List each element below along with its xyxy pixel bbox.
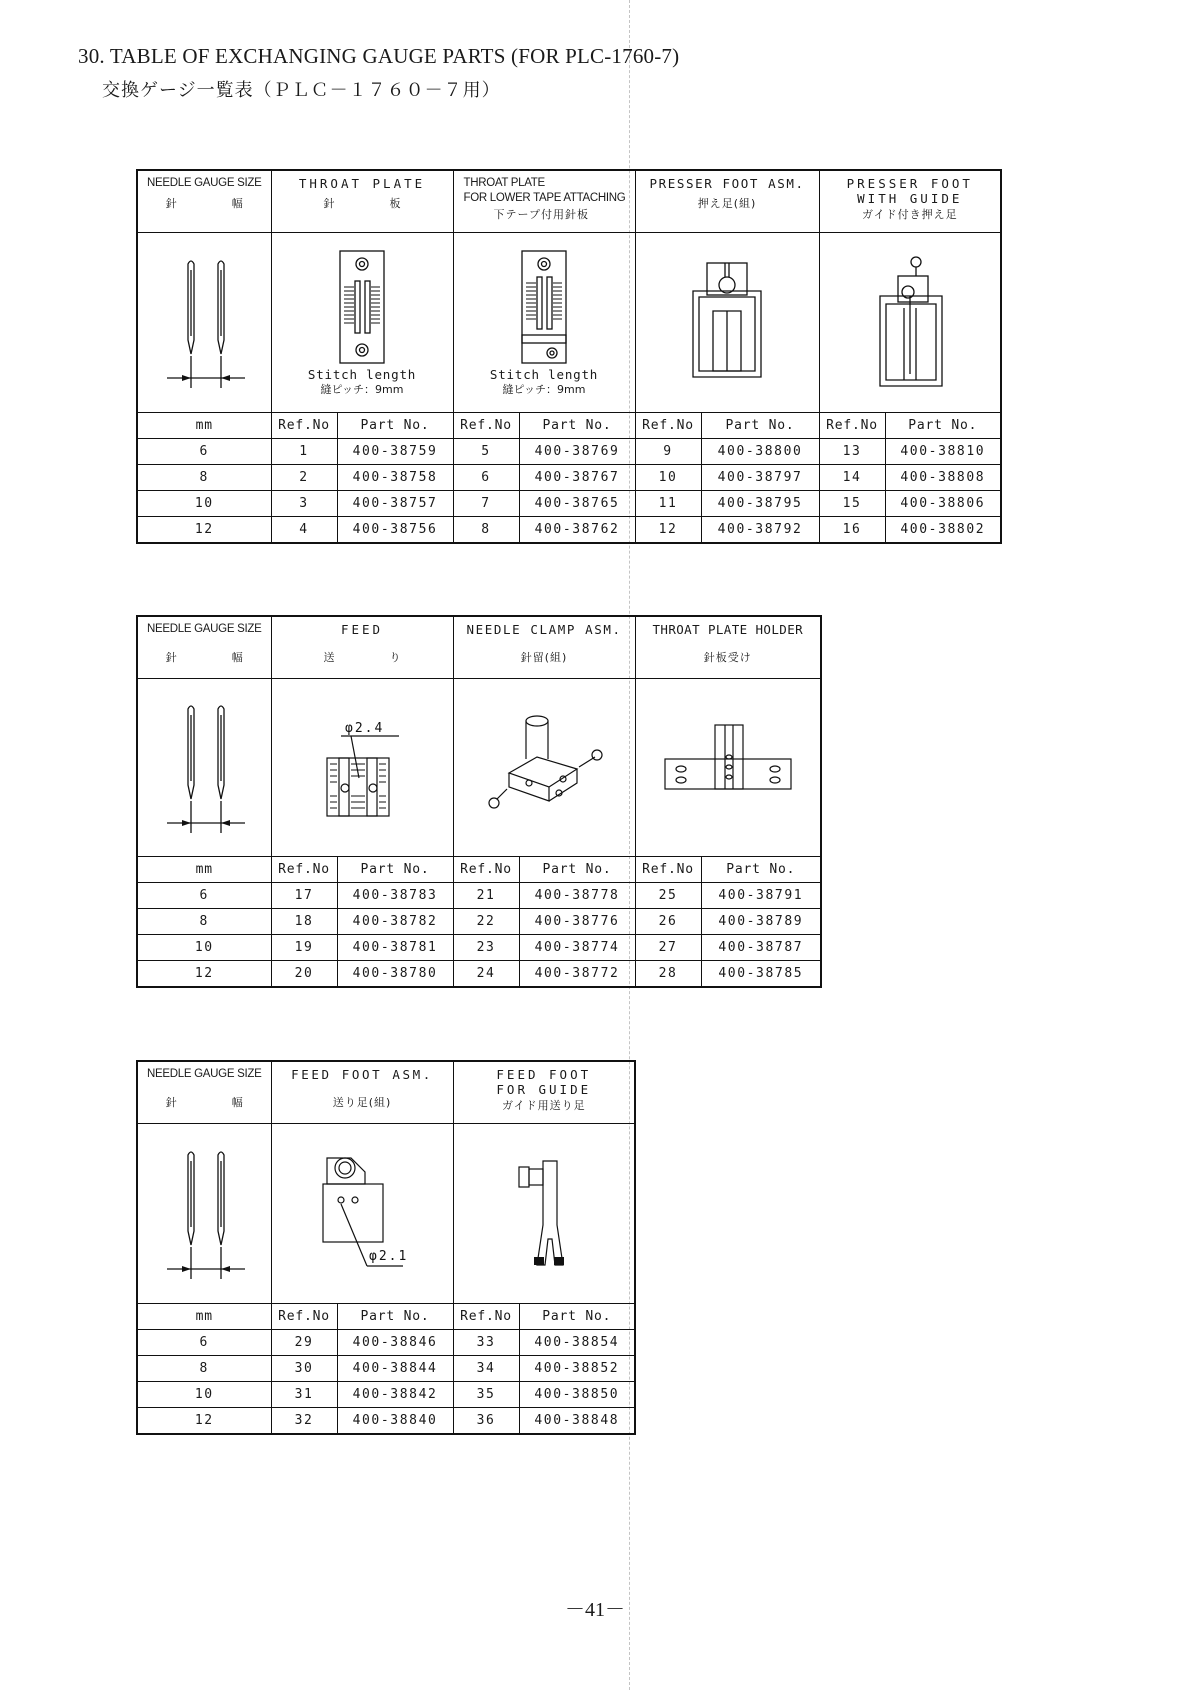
column-header-ref-no: Ref.No	[271, 856, 337, 882]
presser-foot-asm-illustration	[635, 232, 819, 412]
part-no-cell: 400-38772	[519, 960, 635, 987]
part-no-cell: 400-38762	[519, 516, 635, 543]
part-no-cell: 400-38756	[337, 516, 453, 543]
part-no-cell: 400-38767	[519, 464, 635, 490]
part-no-cell: 400-38757	[337, 490, 453, 516]
part-no-cell: 400-38776	[519, 908, 635, 934]
table-row	[137, 490, 1001, 516]
part-no-cell: 400-38844	[337, 1355, 453, 1381]
presser-foot-guide-icon	[860, 252, 960, 392]
table-row	[137, 1381, 635, 1407]
part-no-cell: 400-38785	[701, 960, 821, 987]
gauge-size-cell: 12	[137, 516, 271, 543]
ref-no-cell: 31	[271, 1381, 337, 1407]
throat-plate-illustration	[271, 232, 453, 412]
gauge-size-cell: 6	[137, 438, 271, 464]
presser-foot-icon	[677, 257, 777, 387]
ref-no-cell: 3	[271, 490, 337, 516]
throat-plate-holder-illustration	[635, 678, 821, 856]
table-row	[137, 1355, 635, 1381]
ref-no-cell: 16	[819, 516, 885, 543]
presser-foot-with-guide-header: PRESSER FOOT WITH GUIDE ガイド付き押え足	[819, 170, 1001, 232]
ref-no-cell: 11	[635, 490, 701, 516]
ref-no-cell: 23	[453, 934, 519, 960]
gauge-size-cell: 8	[137, 1355, 271, 1381]
ref-no-cell: 1	[271, 438, 337, 464]
column-header-ref-no: Ref.No	[635, 412, 701, 438]
column-header-ref-no: Ref.No	[271, 1303, 337, 1329]
ref-no-cell: 2	[271, 464, 337, 490]
presser-foot-with-guide-illustration	[819, 232, 1001, 412]
gauge-parts-table-1	[136, 169, 1002, 544]
ref-no-cell: 10	[635, 464, 701, 490]
table-row	[137, 882, 821, 908]
ref-no-cell: 24	[453, 960, 519, 987]
column-header-part-no: Part No.	[701, 856, 821, 882]
stitch-length-caption: Stitch length	[307, 367, 417, 382]
column-header-ref-no: Ref.No	[635, 856, 701, 882]
table-row	[137, 908, 821, 934]
ref-no-cell: 14	[819, 464, 885, 490]
ref-no-cell: 9	[635, 438, 701, 464]
needle-gauge-size-header: NEEDLE GAUGE SIZE 針 幅	[137, 1061, 271, 1123]
part-no-cell: 400-38791	[701, 882, 821, 908]
part-no-cell: 400-38797	[701, 464, 819, 490]
part-no-cell: 400-38759	[337, 438, 453, 464]
presser-foot-asm-header: PRESSER FOOT ASM. 押え足(組)	[635, 170, 819, 232]
throat-plate-lower-tape-icon	[504, 247, 584, 367]
part-no-cell: 400-38783	[337, 882, 453, 908]
part-no-cell: 400-38848	[519, 1407, 635, 1434]
table-row	[137, 464, 1001, 490]
ref-no-cell: 25	[635, 882, 701, 908]
column-header-mm: mm	[137, 412, 271, 438]
column-header-ref-no: Ref.No	[819, 412, 885, 438]
part-no-cell: 400-38840	[337, 1407, 453, 1434]
throat-plate-lower-tape-illustration	[453, 232, 635, 412]
table-row	[137, 438, 1001, 464]
column-header-ref-no: Ref.No	[453, 412, 519, 438]
part-no-cell: 400-38808	[885, 464, 1001, 490]
part-no-cell: 400-38852	[519, 1355, 635, 1381]
gauge-size-cell: 8	[137, 464, 271, 490]
column-header-part-no: Part No.	[519, 856, 635, 882]
throat-plate-icon	[322, 247, 402, 367]
column-header-mm: mm	[137, 856, 271, 882]
column-header-ref-no: Ref.No	[453, 1303, 519, 1329]
throat-plate-holder-header: THROAT PLATE HOLDER 針板受け	[635, 616, 821, 678]
page-subtitle-jp: 交換ゲージ一覧表（ＰＬＣ－１７６０－７用）	[102, 80, 501, 101]
feed-foot-guide-icon	[489, 1143, 599, 1283]
feed-foot-diameter-label: φ2.1	[369, 1249, 409, 1264]
needle-gauge-illustration	[137, 1123, 271, 1303]
feed-foot-icon	[287, 1138, 437, 1288]
ref-no-cell: 5	[453, 438, 519, 464]
part-no-cell: 400-38854	[519, 1329, 635, 1355]
feed-illustration	[271, 678, 453, 856]
gauge-size-cell: 10	[137, 934, 271, 960]
part-no-cell: 400-38846	[337, 1329, 453, 1355]
feed-foot-asm-header: FEED FOOT ASM. 送り足(組)	[271, 1061, 453, 1123]
table-row	[137, 960, 821, 987]
throat-plate-lower-tape-header: THROAT PLATE FOR LOWER TAPE ATTACHING 下テープ付用針板	[453, 170, 635, 232]
double-needle-icon	[159, 697, 249, 837]
gauge-size-cell: 6	[137, 882, 271, 908]
gauge-parts-table-2	[136, 615, 822, 988]
gauge-size-cell: 12	[137, 960, 271, 987]
part-no-cell: 400-38806	[885, 490, 1001, 516]
part-no-cell: 400-38758	[337, 464, 453, 490]
needle-gauge-illustration	[137, 232, 271, 412]
ref-no-cell: 27	[635, 934, 701, 960]
part-no-cell: 400-38782	[337, 908, 453, 934]
table-row	[137, 516, 1001, 543]
part-no-cell: 400-38778	[519, 882, 635, 908]
column-header-part-no: Part No.	[337, 412, 453, 438]
ref-no-cell: 29	[271, 1329, 337, 1355]
column-header-part-no: Part No.	[519, 1303, 635, 1329]
feed-diameter-label: φ2.4	[345, 721, 385, 736]
stitch-length-caption: Stitch length	[489, 367, 599, 382]
ref-no-cell: 12	[635, 516, 701, 543]
ref-no-cell: 7	[453, 490, 519, 516]
gauge-size-cell: 6	[137, 1329, 271, 1355]
column-header-part-no: Part No.	[337, 1303, 453, 1329]
column-header-part-no: Part No.	[885, 412, 1001, 438]
part-no-cell: 400-38789	[701, 908, 821, 934]
throat-plate-holder-icon	[653, 707, 803, 827]
table-row	[137, 1329, 635, 1355]
needle-clamp-icon	[479, 697, 609, 837]
ref-no-cell: 26	[635, 908, 701, 934]
column-header-part-no: Part No.	[519, 412, 635, 438]
throat-plate-header: THROAT PLATE 針 板	[271, 170, 453, 232]
ref-no-cell: 30	[271, 1355, 337, 1381]
ref-no-cell: 8	[453, 516, 519, 543]
ref-no-cell: 15	[819, 490, 885, 516]
ref-no-cell: 20	[271, 960, 337, 987]
needle-gauge-illustration	[137, 678, 271, 856]
needle-gauge-size-header: NEEDLE GAUGE SIZE 針 幅	[137, 170, 271, 232]
ref-no-cell: 4	[271, 516, 337, 543]
ref-no-cell: 21	[453, 882, 519, 908]
ref-no-cell: 36	[453, 1407, 519, 1434]
gauge-size-cell: 8	[137, 908, 271, 934]
part-no-cell: 400-38800	[701, 438, 819, 464]
feed-foot-asm-illustration	[271, 1123, 453, 1303]
stitch-pitch-caption-jp: 縫ピッチ：9mm	[320, 383, 404, 396]
part-no-cell: 400-38774	[519, 934, 635, 960]
feed-dog-icon	[287, 702, 437, 832]
gauge-size-cell: 12	[137, 1407, 271, 1434]
feed-foot-for-guide-header: FEED FOOT FOR GUIDE ガイド用送り足	[453, 1061, 635, 1123]
part-no-cell: 400-38795	[701, 490, 819, 516]
part-no-cell: 400-38810	[885, 438, 1001, 464]
table-row	[137, 934, 821, 960]
ref-no-cell: 22	[453, 908, 519, 934]
needle-clamp-asm-header: NEEDLE CLAMP ASM. 針留(組)	[453, 616, 635, 678]
needle-clamp-illustration	[453, 678, 635, 856]
ref-no-cell: 19	[271, 934, 337, 960]
feed-foot-for-guide-illustration	[453, 1123, 635, 1303]
table-row	[137, 1407, 635, 1434]
ref-no-cell: 18	[271, 908, 337, 934]
part-no-cell: 400-38802	[885, 516, 1001, 543]
part-no-cell: 400-38842	[337, 1381, 453, 1407]
part-no-cell: 400-38787	[701, 934, 821, 960]
gauge-parts-table-3	[136, 1060, 636, 1435]
double-needle-icon	[159, 252, 249, 392]
feed-header: FEED 送 り	[271, 616, 453, 678]
page-number: －41－	[565, 1599, 625, 1621]
part-no-cell: 400-38769	[519, 438, 635, 464]
column-header-ref-no: Ref.No	[453, 856, 519, 882]
column-header-part-no: Part No.	[337, 856, 453, 882]
part-no-cell: 400-38850	[519, 1381, 635, 1407]
ref-no-cell: 6	[453, 464, 519, 490]
ref-no-cell: 28	[635, 960, 701, 987]
part-no-cell: 400-38781	[337, 934, 453, 960]
part-no-cell: 400-38765	[519, 490, 635, 516]
page-title: 30. TABLE OF EXCHANGING GAUGE PARTS (FOR PLC-1760-7)	[78, 44, 680, 68]
double-needle-icon	[159, 1143, 249, 1283]
gauge-size-cell: 10	[137, 1381, 271, 1407]
ref-no-cell: 33	[453, 1329, 519, 1355]
part-no-cell: 400-38792	[701, 516, 819, 543]
column-header-part-no: Part No.	[701, 412, 819, 438]
part-no-cell: 400-38780	[337, 960, 453, 987]
column-header-mm: mm	[137, 1303, 271, 1329]
needle-gauge-size-header: NEEDLE GAUGE SIZE 針 幅	[137, 616, 271, 678]
stitch-pitch-caption-jp: 縫ピッチ：9mm	[502, 383, 586, 396]
gauge-size-cell: 10	[137, 490, 271, 516]
ref-no-cell: 17	[271, 882, 337, 908]
column-header-ref-no: Ref.No	[271, 412, 337, 438]
ref-no-cell: 32	[271, 1407, 337, 1434]
ref-no-cell: 13	[819, 438, 885, 464]
ref-no-cell: 35	[453, 1381, 519, 1407]
ref-no-cell: 34	[453, 1355, 519, 1381]
